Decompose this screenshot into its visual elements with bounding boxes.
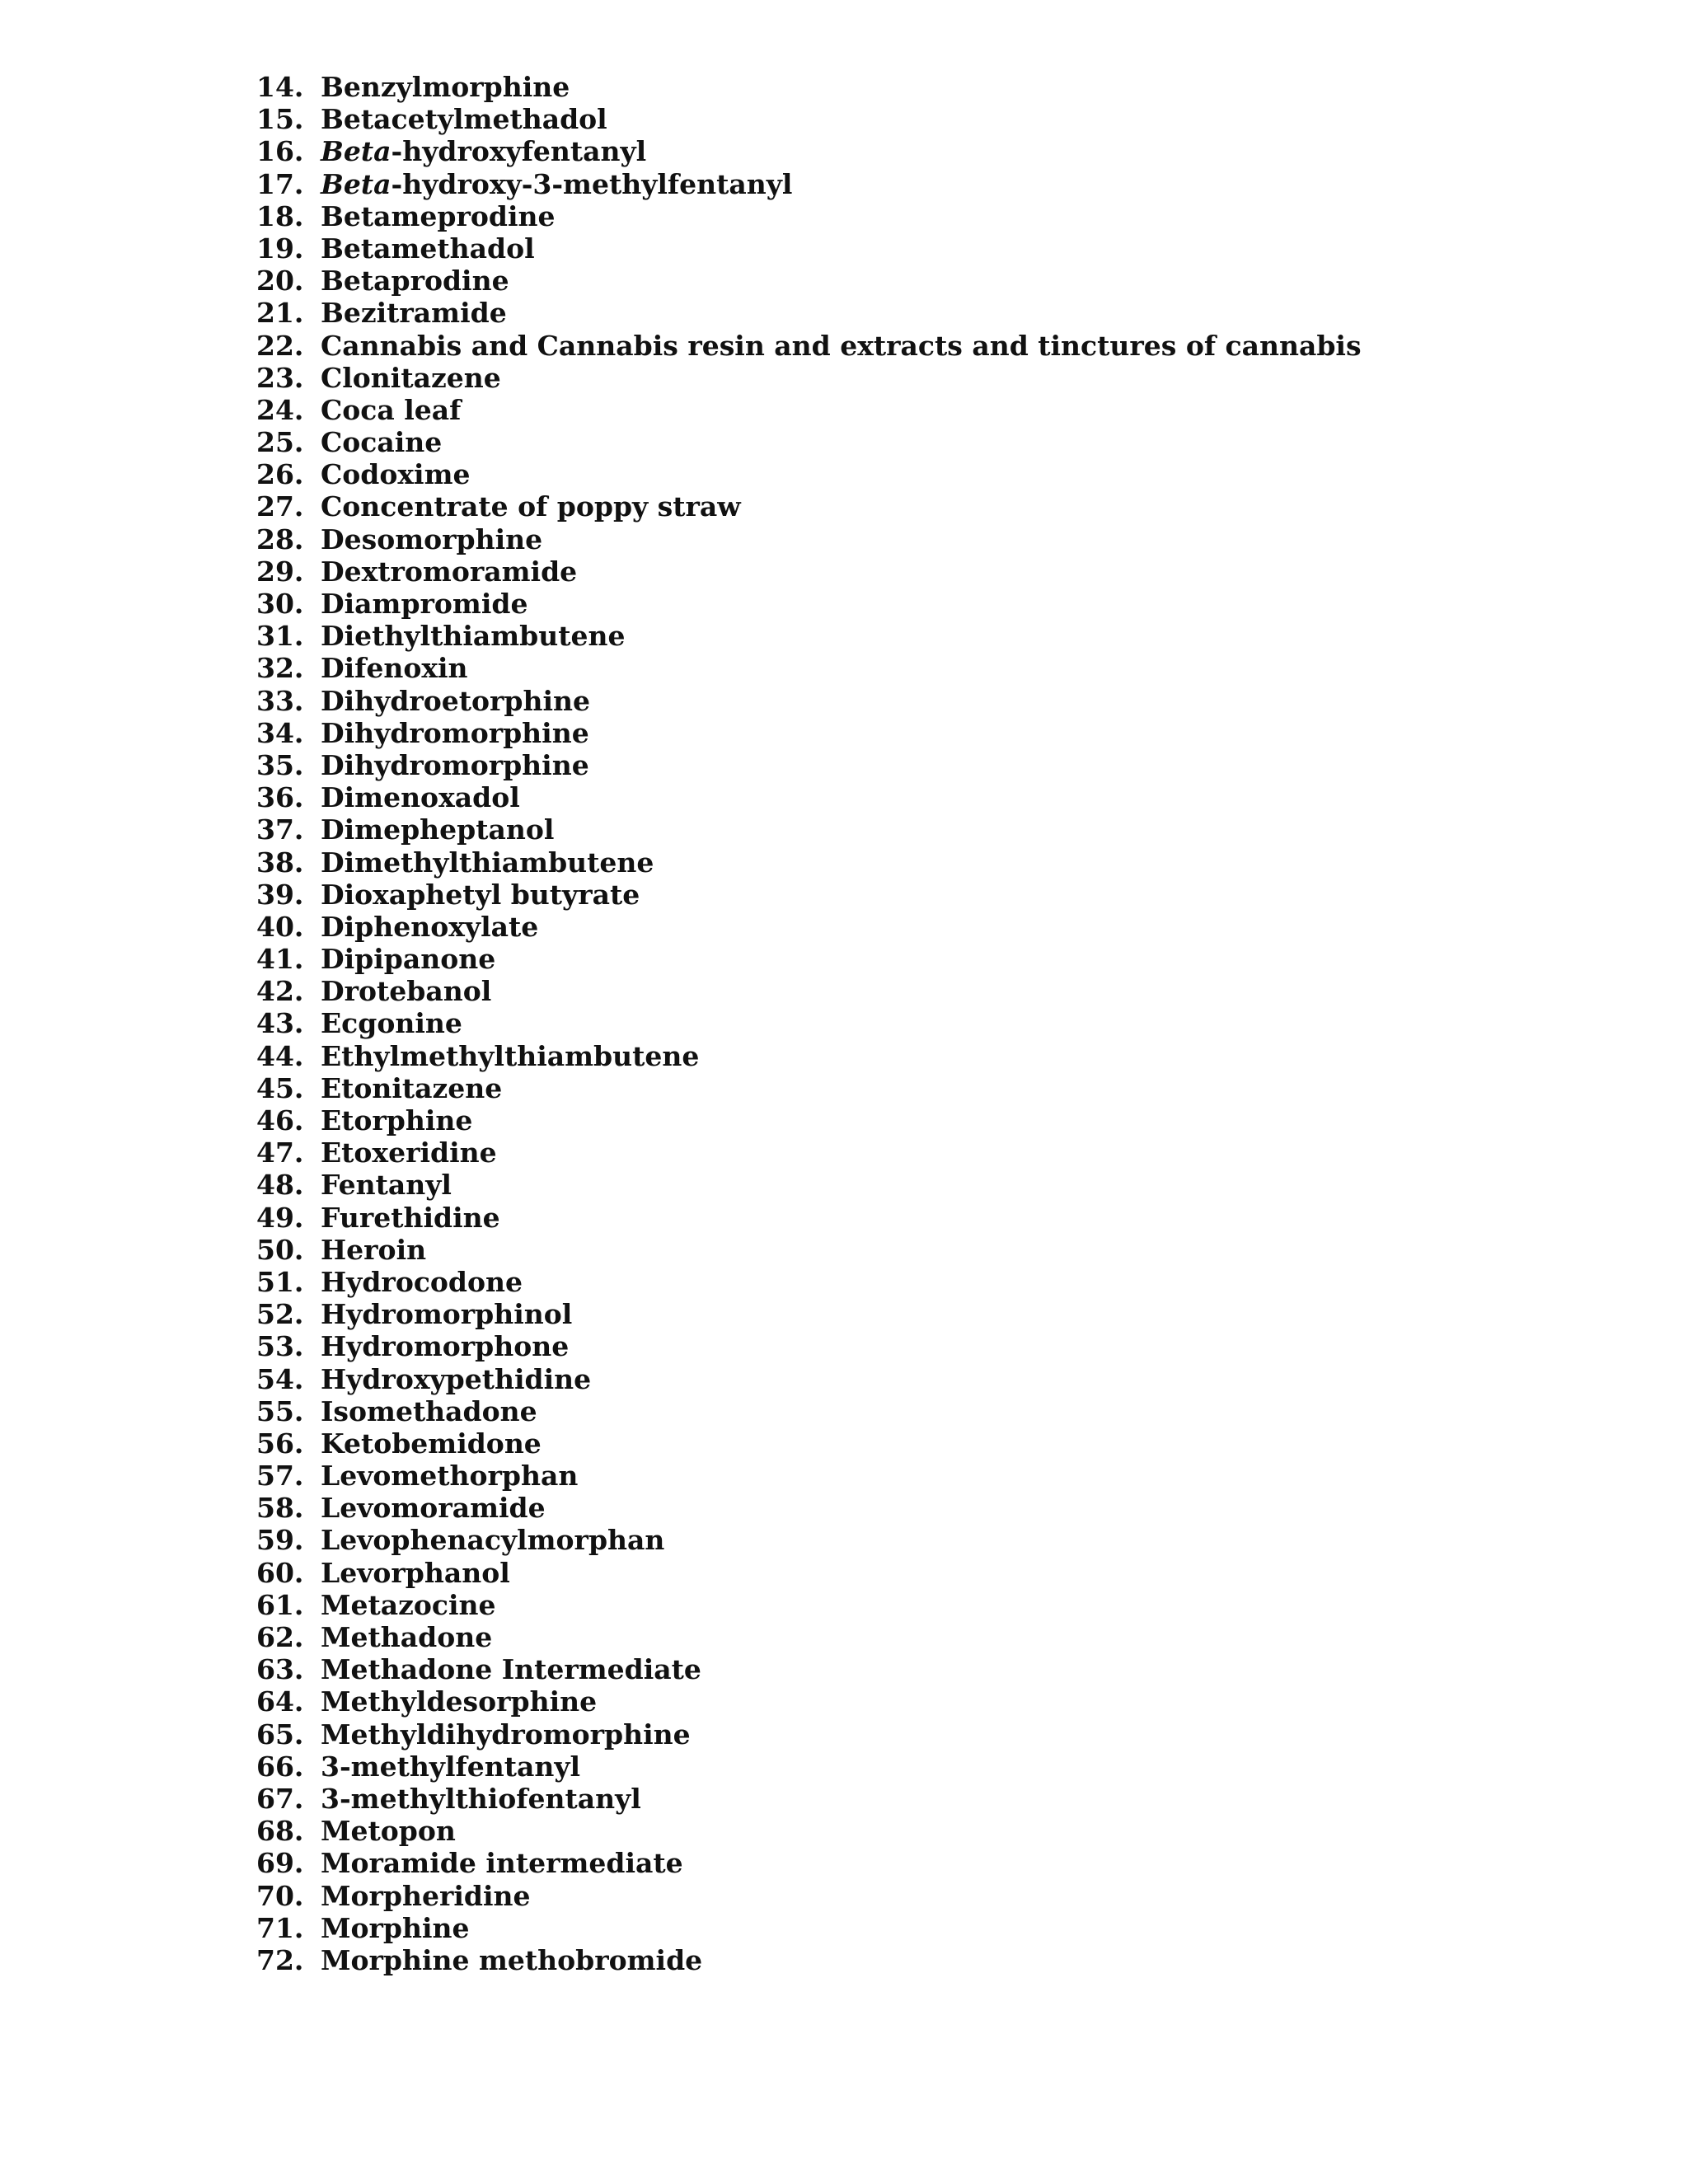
list-item bbox=[256, 297, 1362, 329]
list-item bbox=[256, 555, 1362, 588]
item-name: Levorphanol bbox=[321, 1556, 510, 1589]
list-item bbox=[256, 1880, 1362, 1912]
item-name: Betamethadol bbox=[321, 232, 535, 265]
list-item bbox=[256, 588, 1362, 620]
item-name: Cannabis and Cannabis resin and extracts and tinctures of cannabis bbox=[321, 329, 1362, 362]
item-number: 59. bbox=[256, 1524, 304, 1557]
list-item bbox=[256, 1072, 1362, 1104]
item-name-text: -hydroxy-3-methylfentanyl bbox=[391, 167, 793, 200]
item-number: 25. bbox=[256, 426, 304, 459]
item-name: Methadone Intermediate bbox=[321, 1653, 701, 1686]
list-item bbox=[256, 943, 1362, 975]
item-name: Concentrate of poppy straw bbox=[321, 490, 741, 523]
item-name: Methadone bbox=[321, 1621, 493, 1653]
list-item bbox=[256, 362, 1362, 394]
item-name: Diampromide bbox=[321, 588, 528, 620]
item-name-italic-prefix: Beta bbox=[321, 135, 392, 168]
item-number: 20. bbox=[256, 265, 304, 298]
item-number: 42. bbox=[256, 975, 304, 1008]
item-name: Drotebanol bbox=[321, 975, 492, 1008]
list-item bbox=[256, 1040, 1362, 1072]
item-name: Bezitramide bbox=[321, 297, 507, 330]
item-number: 14. bbox=[256, 71, 304, 103]
item-number: 56. bbox=[256, 1427, 304, 1460]
list-item bbox=[256, 1557, 1362, 1589]
item-name-text: -hydroxyfentanyl bbox=[391, 135, 647, 168]
list-item bbox=[256, 1847, 1362, 1879]
item-number: 22. bbox=[256, 329, 304, 362]
item-name: Dimenoxadol bbox=[321, 781, 520, 814]
item-name bbox=[321, 168, 792, 200]
list-item bbox=[256, 168, 1362, 200]
item-number: 15. bbox=[256, 103, 304, 136]
list-item bbox=[256, 1330, 1362, 1362]
item-name: Difenoxin bbox=[321, 652, 468, 685]
item-name: Betacetylmethadol bbox=[321, 103, 607, 136]
item-name: Ecgonine bbox=[321, 1007, 462, 1040]
list-item bbox=[256, 1685, 1362, 1718]
list-item bbox=[256, 1137, 1362, 1169]
item-number: 29. bbox=[256, 555, 304, 588]
list-item bbox=[256, 394, 1362, 426]
item-name: Dihydroetorphine bbox=[321, 684, 591, 717]
list-item bbox=[256, 1266, 1362, 1298]
item-number: 32. bbox=[256, 652, 304, 685]
item-number: 58. bbox=[256, 1492, 304, 1525]
list-item bbox=[256, 523, 1362, 555]
list-item bbox=[256, 879, 1362, 911]
item-name: Dimepheptanol bbox=[321, 813, 555, 846]
item-number: 19. bbox=[256, 232, 304, 265]
item-number: 64. bbox=[256, 1685, 304, 1718]
item-number: 61. bbox=[256, 1588, 304, 1621]
item-name: Ketobemidone bbox=[321, 1427, 542, 1460]
item-number: 48. bbox=[256, 1169, 304, 1202]
item-name: Levomoramide bbox=[321, 1492, 546, 1525]
list-item bbox=[256, 813, 1362, 846]
item-name: Morpheridine bbox=[321, 1879, 531, 1912]
list-item bbox=[256, 490, 1362, 523]
item-number: 71. bbox=[256, 1911, 304, 1944]
item-number: 47. bbox=[256, 1137, 304, 1169]
item-number: 72. bbox=[256, 1943, 304, 1976]
item-number: 52. bbox=[256, 1298, 304, 1331]
item-number: 69. bbox=[256, 1847, 304, 1880]
item-number: 65. bbox=[256, 1718, 304, 1750]
item-number: 57. bbox=[256, 1460, 304, 1493]
list-item bbox=[256, 458, 1362, 490]
item-name: Fentanyl bbox=[321, 1169, 452, 1202]
list-item bbox=[256, 1589, 1362, 1621]
item-number: 18. bbox=[256, 199, 304, 232]
item-number: 23. bbox=[256, 361, 304, 394]
item-name: Hydromorphinol bbox=[321, 1298, 573, 1331]
list-item bbox=[256, 1169, 1362, 1201]
item-name: Benzylmorphine bbox=[321, 71, 570, 103]
item-name: Furethidine bbox=[321, 1201, 500, 1234]
item-name: Dextromoramide bbox=[321, 555, 578, 588]
item-number: 35. bbox=[256, 748, 304, 781]
list-item bbox=[256, 103, 1362, 135]
item-name: Codoxime bbox=[321, 458, 471, 491]
item-name: Dioxaphetyl butyrate bbox=[321, 878, 640, 911]
item-name: Etorphine bbox=[321, 1104, 473, 1137]
item-number: 36. bbox=[256, 781, 304, 814]
item-name: Dihydromorphine bbox=[321, 716, 589, 749]
item-number: 38. bbox=[256, 846, 304, 879]
item-name: Hydromorphone bbox=[321, 1330, 570, 1363]
list-item bbox=[256, 1104, 1362, 1137]
item-number: 46. bbox=[256, 1104, 304, 1137]
list-item bbox=[256, 620, 1362, 652]
item-name: Coca leaf bbox=[321, 393, 462, 426]
list-item bbox=[256, 1460, 1362, 1492]
list-item bbox=[256, 1298, 1362, 1330]
list-item bbox=[256, 1492, 1362, 1524]
list-item bbox=[256, 1621, 1362, 1653]
substance-list bbox=[256, 71, 1362, 1976]
list-item bbox=[256, 911, 1362, 943]
item-number: 54. bbox=[256, 1362, 304, 1395]
item-number: 70. bbox=[256, 1879, 304, 1912]
item-name: Cocaine bbox=[321, 426, 443, 459]
item-number: 34. bbox=[256, 716, 304, 749]
item-number: 33. bbox=[256, 684, 304, 717]
item-number: 39. bbox=[256, 878, 304, 911]
item-number: 17. bbox=[256, 167, 304, 200]
list-item bbox=[256, 1944, 1362, 1976]
item-name: Betameprodine bbox=[321, 199, 556, 232]
item-number: 50. bbox=[256, 1233, 304, 1266]
item-number: 44. bbox=[256, 1039, 304, 1072]
item-name: Dipipanone bbox=[321, 943, 496, 976]
item-number: 51. bbox=[256, 1265, 304, 1298]
item-number: 45. bbox=[256, 1071, 304, 1104]
item-number: 31. bbox=[256, 620, 304, 653]
item-name: 3-methylfentanyl bbox=[321, 1750, 581, 1783]
item-name: Methyldihydromorphine bbox=[321, 1718, 691, 1750]
item-name: Morphine bbox=[321, 1911, 470, 1944]
item-name: Dihydromorphine bbox=[321, 748, 589, 781]
item-name-italic-prefix: Beta bbox=[321, 167, 392, 200]
list-item bbox=[256, 1653, 1362, 1685]
list-item bbox=[256, 1007, 1362, 1039]
item-number: 28. bbox=[256, 523, 304, 555]
item-number: 27. bbox=[256, 490, 304, 523]
item-number: 43. bbox=[256, 1007, 304, 1040]
item-number: 21. bbox=[256, 297, 304, 330]
item-name: Methyldesorphine bbox=[321, 1685, 598, 1718]
item-name: Hydrocodone bbox=[321, 1265, 523, 1298]
item-name: Dimethylthiambutene bbox=[321, 846, 654, 879]
item-name: Levophenacylmorphan bbox=[321, 1524, 665, 1557]
list-item bbox=[256, 1363, 1362, 1395]
list-item bbox=[256, 1234, 1362, 1266]
list-item bbox=[256, 749, 1362, 781]
item-number: 66. bbox=[256, 1750, 304, 1783]
item-number: 53. bbox=[256, 1330, 304, 1363]
item-name: Etonitazene bbox=[321, 1071, 503, 1104]
item-number: 68. bbox=[256, 1815, 304, 1848]
item-number: 26. bbox=[256, 458, 304, 491]
item-name: Desomorphine bbox=[321, 523, 543, 555]
item-number: 41. bbox=[256, 943, 304, 976]
list-item bbox=[256, 685, 1362, 717]
list-item bbox=[256, 71, 1362, 103]
list-item bbox=[256, 1912, 1362, 1944]
item-number: 24. bbox=[256, 393, 304, 426]
item-name bbox=[321, 135, 646, 167]
list-item bbox=[256, 1202, 1362, 1234]
item-name: Ethylmethylthiambutene bbox=[321, 1039, 700, 1072]
list-item bbox=[256, 232, 1362, 265]
list-item bbox=[256, 846, 1362, 879]
list-item bbox=[256, 717, 1362, 749]
list-item bbox=[256, 1750, 1362, 1783]
item-number: 40. bbox=[256, 910, 304, 943]
item-name: Heroin bbox=[321, 1233, 427, 1266]
item-name: Metopon bbox=[321, 1815, 456, 1848]
item-number: 30. bbox=[256, 588, 304, 620]
item-number: 49. bbox=[256, 1201, 304, 1234]
list-item bbox=[256, 1783, 1362, 1815]
list-item bbox=[256, 200, 1362, 232]
list-item bbox=[256, 652, 1362, 684]
item-name: Clonitazene bbox=[321, 361, 501, 394]
item-number: 37. bbox=[256, 813, 304, 846]
item-name: Metazocine bbox=[321, 1588, 496, 1621]
list-item bbox=[256, 1427, 1362, 1460]
item-name: Levomethorphan bbox=[321, 1460, 579, 1493]
item-name: 3-methylthiofentanyl bbox=[321, 1782, 641, 1815]
item-name: Morphine methobromide bbox=[321, 1943, 703, 1976]
item-number: 63. bbox=[256, 1653, 304, 1686]
list-item bbox=[256, 1395, 1362, 1427]
list-item bbox=[256, 1524, 1362, 1556]
item-name: Betaprodine bbox=[321, 265, 509, 298]
item-number: 16. bbox=[256, 135, 304, 168]
item-name: Diethylthiambutene bbox=[321, 620, 626, 653]
list-item bbox=[256, 781, 1362, 813]
item-name: Hydroxypethidine bbox=[321, 1362, 592, 1395]
item-number: 55. bbox=[256, 1394, 304, 1427]
list-item bbox=[256, 1718, 1362, 1750]
list-item bbox=[256, 330, 1362, 362]
item-name: Isomethadone bbox=[321, 1394, 537, 1427]
list-item bbox=[256, 265, 1362, 297]
item-name: Moramide intermediate bbox=[321, 1847, 683, 1880]
item-name: Diphenoxylate bbox=[321, 910, 539, 943]
list-item bbox=[256, 135, 1362, 167]
item-number: 67. bbox=[256, 1782, 304, 1815]
item-name: Etoxeridine bbox=[321, 1137, 497, 1169]
list-item bbox=[256, 426, 1362, 458]
list-item bbox=[256, 1815, 1362, 1847]
item-number: 60. bbox=[256, 1556, 304, 1589]
list-item bbox=[256, 975, 1362, 1007]
item-number: 62. bbox=[256, 1621, 304, 1653]
